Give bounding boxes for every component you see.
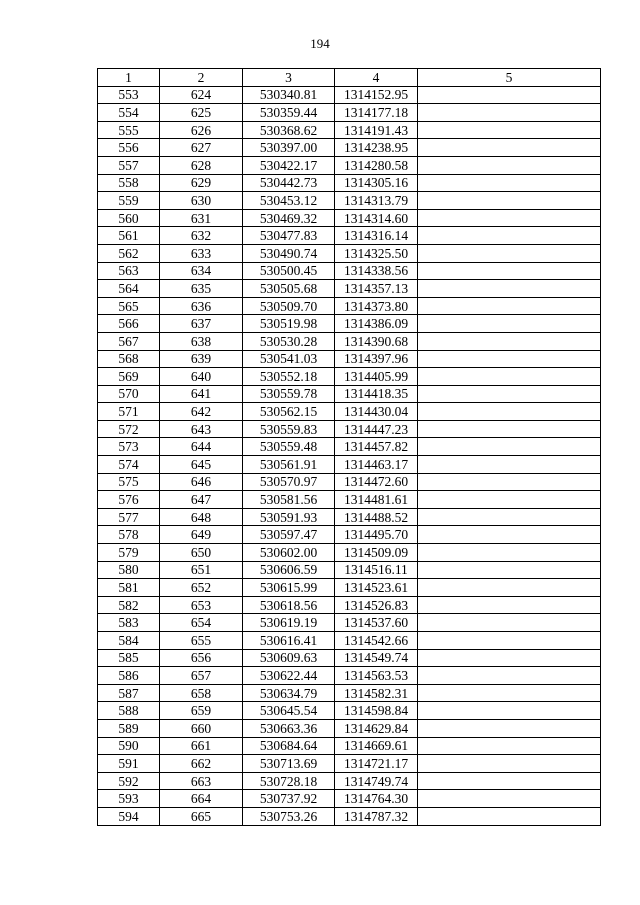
table-cell: 586 xyxy=(98,667,160,685)
table-cell: 593 xyxy=(98,790,160,808)
table-row xyxy=(98,561,601,579)
table-cell xyxy=(418,192,601,210)
table-cell: 644 xyxy=(160,438,243,456)
table-cell: 530552.18 xyxy=(243,368,335,386)
table-row xyxy=(98,526,601,544)
table-cell: 530453.12 xyxy=(243,192,335,210)
table-cell: 658 xyxy=(160,684,243,702)
table-cell: 627 xyxy=(160,139,243,157)
table-cell: 643 xyxy=(160,420,243,438)
table-cell: 1314463.17 xyxy=(335,456,418,474)
table-cell: 530559.83 xyxy=(243,420,335,438)
table-cell: 636 xyxy=(160,297,243,315)
table-cell: 530591.93 xyxy=(243,508,335,526)
table-cell: 587 xyxy=(98,684,160,702)
table-cell xyxy=(418,227,601,245)
table-cell: 1314418.35 xyxy=(335,385,418,403)
table-cell: 530519.98 xyxy=(243,315,335,333)
table-cell xyxy=(418,807,601,825)
table-cell: 558 xyxy=(98,174,160,192)
table-cell: 530541.03 xyxy=(243,350,335,368)
table-cell: 576 xyxy=(98,491,160,509)
table-row xyxy=(98,174,601,192)
table-cell: 659 xyxy=(160,702,243,720)
table-row xyxy=(98,596,601,614)
table-cell: 655 xyxy=(160,632,243,650)
table-cell: 1314390.68 xyxy=(335,332,418,350)
table-cell: 656 xyxy=(160,649,243,667)
table-cell: 565 xyxy=(98,297,160,315)
table-cell xyxy=(418,508,601,526)
table-cell xyxy=(418,332,601,350)
table-cell: 646 xyxy=(160,473,243,491)
table-cell: 530728.18 xyxy=(243,772,335,790)
table-cell: 639 xyxy=(160,350,243,368)
table-cell xyxy=(418,420,601,438)
table-cell: 581 xyxy=(98,579,160,597)
table-cell: 561 xyxy=(98,227,160,245)
table-cell: 1314314.60 xyxy=(335,209,418,227)
page-number: 194 xyxy=(310,36,330,51)
table-row xyxy=(98,227,601,245)
table-cell: 588 xyxy=(98,702,160,720)
table-body xyxy=(98,86,601,825)
table-cell: 1314447.23 xyxy=(335,420,418,438)
table-cell xyxy=(418,456,601,474)
table-cell: 634 xyxy=(160,262,243,280)
table-cell: 1314405.99 xyxy=(335,368,418,386)
table-cell: 567 xyxy=(98,332,160,350)
table-cell xyxy=(418,438,601,456)
table-cell xyxy=(418,86,601,104)
table-cell: 1314764.30 xyxy=(335,790,418,808)
table-cell: 574 xyxy=(98,456,160,474)
table-cell: 1314313.79 xyxy=(335,192,418,210)
table-row xyxy=(98,649,601,667)
table-cell: 530442.73 xyxy=(243,174,335,192)
table-cell: 1314191.43 xyxy=(335,121,418,139)
coordinates-table xyxy=(97,68,601,826)
table-row xyxy=(98,350,601,368)
table-cell: 570 xyxy=(98,385,160,403)
table-cell: 589 xyxy=(98,719,160,737)
table-cell xyxy=(418,121,601,139)
table-cell: 1314495.70 xyxy=(335,526,418,544)
table-row xyxy=(98,139,601,157)
table-cell: 653 xyxy=(160,596,243,614)
table-cell: 1314488.52 xyxy=(335,508,418,526)
table-cell: 1314629.84 xyxy=(335,719,418,737)
column-header: 4 xyxy=(335,69,418,87)
table-cell: 654 xyxy=(160,614,243,632)
table-header-row xyxy=(98,69,601,87)
table-cell: 1314481.61 xyxy=(335,491,418,509)
table-cell xyxy=(418,579,601,597)
table-cell: 1314305.16 xyxy=(335,174,418,192)
table-cell xyxy=(418,262,601,280)
table-cell: 556 xyxy=(98,139,160,157)
table-cell: 579 xyxy=(98,544,160,562)
table-cell: 651 xyxy=(160,561,243,579)
table-cell: 640 xyxy=(160,368,243,386)
table-cell: 530359.44 xyxy=(243,104,335,122)
table-cell: 530505.68 xyxy=(243,280,335,298)
table-cell: 530602.00 xyxy=(243,544,335,562)
column-header: 1 xyxy=(98,69,160,87)
table-cell: 635 xyxy=(160,280,243,298)
table-cell: 580 xyxy=(98,561,160,579)
table-cell xyxy=(418,350,601,368)
table-cell xyxy=(418,667,601,685)
table-cell: 650 xyxy=(160,544,243,562)
table-row xyxy=(98,579,601,597)
table-cell: 563 xyxy=(98,262,160,280)
table-cell: 642 xyxy=(160,403,243,421)
table-cell xyxy=(418,297,601,315)
table-cell xyxy=(418,526,601,544)
table-row xyxy=(98,420,601,438)
table-cell: 530368.62 xyxy=(243,121,335,139)
table-row xyxy=(98,632,601,650)
table-cell xyxy=(418,772,601,790)
table-cell: 661 xyxy=(160,737,243,755)
table-cell: 645 xyxy=(160,456,243,474)
table-cell: 553 xyxy=(98,86,160,104)
table-row xyxy=(98,790,601,808)
table-cell: 530713.69 xyxy=(243,755,335,773)
table-row xyxy=(98,807,601,825)
table-cell: 660 xyxy=(160,719,243,737)
table-cell: 591 xyxy=(98,755,160,773)
table-cell xyxy=(418,280,601,298)
table-cell xyxy=(418,156,601,174)
table-cell xyxy=(418,244,601,262)
table-cell: 530340.81 xyxy=(243,86,335,104)
table-row xyxy=(98,121,601,139)
table-cell: 628 xyxy=(160,156,243,174)
table-cell xyxy=(418,684,601,702)
table-cell: 641 xyxy=(160,385,243,403)
table-cell xyxy=(418,491,601,509)
table-row xyxy=(98,491,601,509)
table-cell: 1314526.83 xyxy=(335,596,418,614)
table-row xyxy=(98,456,601,474)
column-header: 5 xyxy=(418,69,601,87)
table-cell: 1314357.13 xyxy=(335,280,418,298)
table-row xyxy=(98,755,601,773)
table-cell: 649 xyxy=(160,526,243,544)
table-cell xyxy=(418,473,601,491)
table-cell: 562 xyxy=(98,244,160,262)
table-cell: 554 xyxy=(98,104,160,122)
table-row xyxy=(98,684,601,702)
table-cell: 530684.64 xyxy=(243,737,335,755)
table-cell: 631 xyxy=(160,209,243,227)
table-cell: 637 xyxy=(160,315,243,333)
table-cell: 592 xyxy=(98,772,160,790)
table-cell xyxy=(418,315,601,333)
table-cell: 1314280.58 xyxy=(335,156,418,174)
table-cell: 530622.44 xyxy=(243,667,335,685)
column-header: 3 xyxy=(243,69,335,87)
table-cell: 578 xyxy=(98,526,160,544)
table-cell: 584 xyxy=(98,632,160,650)
table-cell xyxy=(418,702,601,720)
table-cell: 1314316.14 xyxy=(335,227,418,245)
table-cell: 638 xyxy=(160,332,243,350)
table-cell: 583 xyxy=(98,614,160,632)
table-cell: 648 xyxy=(160,508,243,526)
table-row xyxy=(98,544,601,562)
table-cell: 557 xyxy=(98,156,160,174)
table-row xyxy=(98,719,601,737)
table-cell: 1314582.31 xyxy=(335,684,418,702)
table-cell: 530737.92 xyxy=(243,790,335,808)
table-cell: 572 xyxy=(98,420,160,438)
table-cell xyxy=(418,737,601,755)
table-row xyxy=(98,86,601,104)
table-cell: 630 xyxy=(160,192,243,210)
table-cell: 1314386.09 xyxy=(335,315,418,333)
table-cell: 530619.19 xyxy=(243,614,335,632)
table-row xyxy=(98,368,601,386)
table-cell: 530509.70 xyxy=(243,297,335,315)
table-cell: 1314472.60 xyxy=(335,473,418,491)
table-cell: 571 xyxy=(98,403,160,421)
table-cell: 530500.45 xyxy=(243,262,335,280)
table-cell xyxy=(418,174,601,192)
table-cell: 1314721.17 xyxy=(335,755,418,773)
table-row xyxy=(98,772,601,790)
table-cell: 1314516.11 xyxy=(335,561,418,579)
table-row xyxy=(98,614,601,632)
column-header: 2 xyxy=(160,69,243,87)
table-row xyxy=(98,473,601,491)
table-cell: 530397.00 xyxy=(243,139,335,157)
table-cell: 530561.91 xyxy=(243,456,335,474)
table-cell xyxy=(418,139,601,157)
table-cell: 1314598.84 xyxy=(335,702,418,720)
table-cell: 1314749.74 xyxy=(335,772,418,790)
table-cell: 530559.48 xyxy=(243,438,335,456)
table-cell: 1314152.95 xyxy=(335,86,418,104)
table-cell: 1314373.80 xyxy=(335,297,418,315)
table-cell: 564 xyxy=(98,280,160,298)
table-cell: 1314430.04 xyxy=(335,403,418,421)
table-row xyxy=(98,280,601,298)
table-cell xyxy=(418,790,601,808)
table-cell: 530422.17 xyxy=(243,156,335,174)
table-row xyxy=(98,508,601,526)
table-cell: 530753.26 xyxy=(243,807,335,825)
table-cell xyxy=(418,614,601,632)
table-row xyxy=(98,737,601,755)
table-cell: 1314523.61 xyxy=(335,579,418,597)
table-row xyxy=(98,667,601,685)
table-cell: 665 xyxy=(160,807,243,825)
table-cell xyxy=(418,403,601,421)
table-cell xyxy=(418,368,601,386)
table-row xyxy=(98,332,601,350)
table-cell: 530530.28 xyxy=(243,332,335,350)
table-cell: 633 xyxy=(160,244,243,262)
table-cell: 555 xyxy=(98,121,160,139)
table-cell: 1314457.82 xyxy=(335,438,418,456)
table-cell: 626 xyxy=(160,121,243,139)
table-cell: 1314549.74 xyxy=(335,649,418,667)
table-cell: 568 xyxy=(98,350,160,368)
table-row xyxy=(98,104,601,122)
table-row xyxy=(98,262,601,280)
table-cell: 1314238.95 xyxy=(335,139,418,157)
table-cell: 573 xyxy=(98,438,160,456)
table-row xyxy=(98,403,601,421)
table-cell: 569 xyxy=(98,368,160,386)
table-cell: 530615.99 xyxy=(243,579,335,597)
table-cell: 530634.79 xyxy=(243,684,335,702)
table-cell: 585 xyxy=(98,649,160,667)
table-cell xyxy=(418,596,601,614)
table-cell: 662 xyxy=(160,755,243,773)
table-cell: 566 xyxy=(98,315,160,333)
table-cell: 647 xyxy=(160,491,243,509)
table-cell: 590 xyxy=(98,737,160,755)
table-row xyxy=(98,192,601,210)
table-cell: 1314177.18 xyxy=(335,104,418,122)
table-cell: 530597.47 xyxy=(243,526,335,544)
table-cell: 1314563.53 xyxy=(335,667,418,685)
table-cell: 625 xyxy=(160,104,243,122)
table-cell: 594 xyxy=(98,807,160,825)
table-cell: 577 xyxy=(98,508,160,526)
table-cell: 1314787.32 xyxy=(335,807,418,825)
table-cell xyxy=(418,385,601,403)
table-cell xyxy=(418,755,601,773)
table-cell xyxy=(418,544,601,562)
table-row xyxy=(98,702,601,720)
table-cell: 530663.36 xyxy=(243,719,335,737)
table-cell: 629 xyxy=(160,174,243,192)
table-cell: 663 xyxy=(160,772,243,790)
table-cell: 560 xyxy=(98,209,160,227)
table-cell: 1314397.96 xyxy=(335,350,418,368)
table-cell: 632 xyxy=(160,227,243,245)
table-cell xyxy=(418,561,601,579)
table-cell: 624 xyxy=(160,86,243,104)
table-cell xyxy=(418,104,601,122)
table-cell: 1314542.66 xyxy=(335,632,418,650)
table-cell: 652 xyxy=(160,579,243,597)
table-cell: 530490.74 xyxy=(243,244,335,262)
table-cell: 530645.54 xyxy=(243,702,335,720)
table-cell: 530618.56 xyxy=(243,596,335,614)
table-cell: 530570.97 xyxy=(243,473,335,491)
table-cell: 1314338.56 xyxy=(335,262,418,280)
table-row xyxy=(98,209,601,227)
table-cell: 657 xyxy=(160,667,243,685)
table-cell: 1314669.61 xyxy=(335,737,418,755)
table-cell: 559 xyxy=(98,192,160,210)
table-cell: 530562.15 xyxy=(243,403,335,421)
table-cell: 530609.63 xyxy=(243,649,335,667)
table-cell xyxy=(418,632,601,650)
table-cell: 582 xyxy=(98,596,160,614)
table-cell: 1314509.09 xyxy=(335,544,418,562)
table-row xyxy=(98,244,601,262)
table-cell xyxy=(418,719,601,737)
table-cell xyxy=(418,649,601,667)
table-row xyxy=(98,297,601,315)
table-cell: 575 xyxy=(98,473,160,491)
table-cell: 1314537.60 xyxy=(335,614,418,632)
table-cell: 530616.41 xyxy=(243,632,335,650)
table-cell: 530469.32 xyxy=(243,209,335,227)
table-row xyxy=(98,156,601,174)
table-row xyxy=(98,438,601,456)
table-cell: 530606.59 xyxy=(243,561,335,579)
table-row xyxy=(98,385,601,403)
table-cell: 1314325.50 xyxy=(335,244,418,262)
table-cell: 664 xyxy=(160,790,243,808)
table-cell: 530581.56 xyxy=(243,491,335,509)
table-cell: 530477.83 xyxy=(243,227,335,245)
table-row xyxy=(98,315,601,333)
table-cell xyxy=(418,209,601,227)
table-cell: 530559.78 xyxy=(243,385,335,403)
